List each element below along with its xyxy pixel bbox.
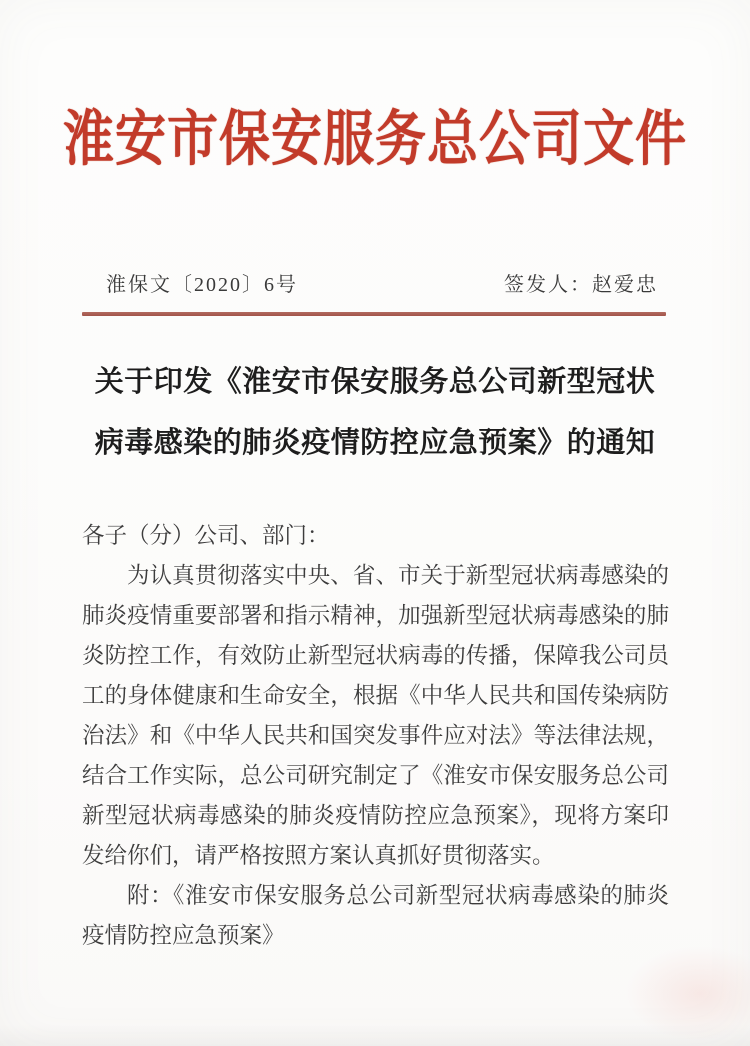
body-paragraph: 为认真贯彻落实中央、省、市关于新型冠状病毒感染的肺炎疫情重要部署和指示精神，加强新型冠状病毒感染的肺炎防控工作，有效防止新型冠状病毒的传播，保障我公司员工的身体健康和生命安全，根据《中华人民共和国传染病防治法》和《中华人民共和国突发事件应对法》等法律法规，结合工作实际，总公司研究制定了《淮安市保安服务总公司新型冠状病毒感染的肺炎疫情防控应急预案》，现将方案印发给你们，请严格按照方案认真抓好贯彻落实。: [82, 563, 669, 868]
notice-title-line2: 病毒感染的肺炎疫情防控应急预案》的通知: [94, 427, 656, 459]
scan-artifact-smudge: [625, 946, 750, 1041]
salutation: 各子（分）公司、部门：: [82, 523, 330, 548]
issuer-name: 签发人：赵爱忠: [504, 274, 658, 296]
notice-title-line1: 关于印发《淮安市保安服务总公司新型冠状: [94, 366, 656, 398]
doc-meta-row: [106, 268, 658, 297]
doc-number: 淮保文〔2020〕6号: [106, 274, 298, 296]
attachment-note: 附：《淮安市保安服务总公司新型冠状病毒感染的肺炎疫情防控应急预案》: [82, 883, 669, 948]
red-divider-rule: [82, 312, 666, 316]
notice-title: [40, 352, 710, 474]
letterhead-title: 淮安市保安服务总公司文件: [62, 107, 687, 174]
scan-artifact-edge: [0, 1024, 750, 1046]
document-body: [82, 516, 669, 956]
